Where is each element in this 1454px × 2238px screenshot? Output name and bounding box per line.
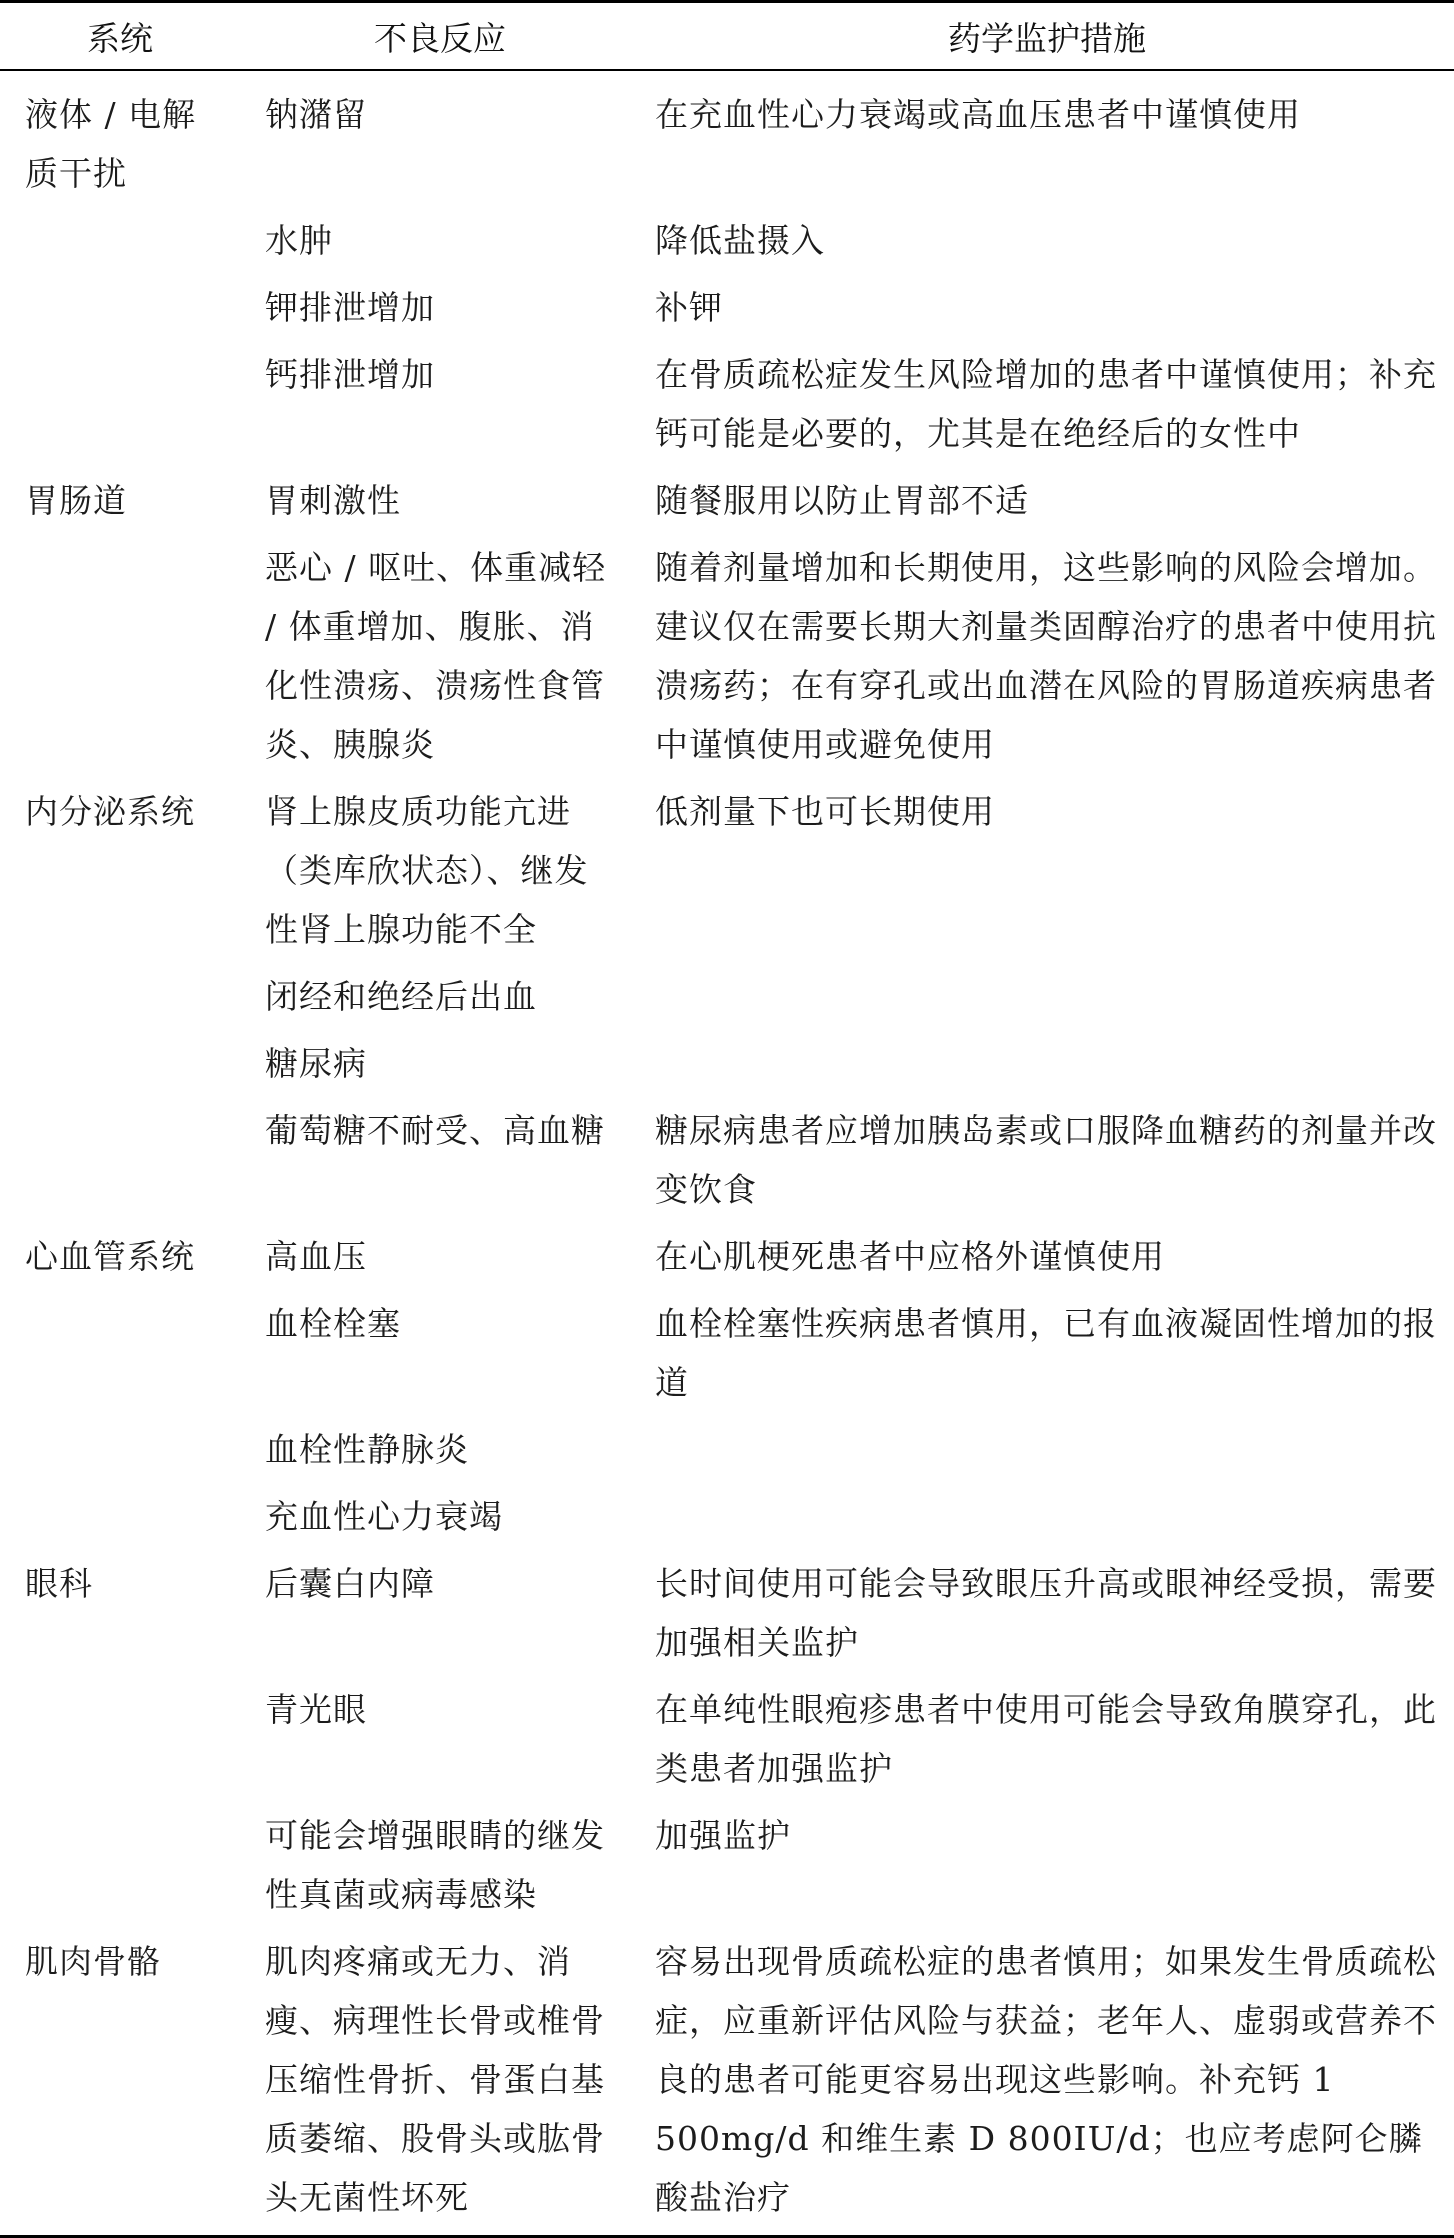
table-row: [0, 1416, 1454, 1483]
adverse-cell: 葡萄糖不耐受、高血糖: [265, 1111, 605, 1150]
monitoring-cell: 降低盐摄入: [655, 221, 825, 260]
monitoring-cell: [640, 1030, 1454, 1097]
monitoring-cell: 在充血性心力衰竭或高血压患者中谨慎使用: [655, 95, 1301, 134]
system-cell: [0, 1676, 240, 1802]
table-row: [0, 207, 1454, 274]
monitoring-cell: 在单纯性眼疱疹患者中使用可能会导致角膜穿孔，此类患者加强监护: [655, 1690, 1437, 1788]
adverse-cell: 肾上腺皮质功能亢进（类库欣状态）、继发性肾上腺功能不全: [265, 792, 589, 949]
table-row: [0, 1223, 1454, 1290]
monitoring-cell: 低剂量下也可长期使用: [655, 792, 995, 831]
table-row: [0, 1030, 1454, 1097]
monitoring-cell: 血栓栓塞性疾病患者慎用，已有血液凝固性增加的报道: [655, 1304, 1437, 1402]
adverse-cell: 钾排泄增加: [265, 288, 435, 327]
adverse-cell: 恶心 / 呕吐、体重减轻 / 体重增加、腹胀、消化性溃疡、溃疡性食管炎、胰腺炎: [265, 548, 607, 764]
system-cell: 胃肠道: [25, 481, 127, 520]
table-row: [0, 70, 1454, 207]
table-row: [0, 1550, 1454, 1676]
table-row: [0, 1290, 1454, 1416]
monitoring-cell: 随餐服用以防止胃部不适: [655, 481, 1029, 520]
header-adverse-reaction: 不良反应: [240, 2, 640, 71]
table-row: [0, 778, 1454, 963]
monitoring-cell: 加强监护: [655, 1816, 791, 1855]
adverse-cell: 糖尿病: [265, 1044, 367, 1083]
table-row: [0, 274, 1454, 341]
table-header-row: [0, 2, 1454, 71]
adverse-cell: 可能会增强眼睛的继发性真菌或病毒感染: [265, 1816, 605, 1914]
adverse-cell: 钠潴留: [265, 95, 367, 134]
system-cell: [0, 1030, 240, 1097]
table-row: [0, 341, 1454, 467]
table-row: [0, 1483, 1454, 1550]
system-cell: [0, 1483, 240, 1550]
monitoring-cell: 补钾: [655, 288, 723, 327]
monitoring-cell: [640, 1483, 1454, 1550]
table-row: [0, 1802, 1454, 1928]
table-row: [0, 1928, 1454, 2237]
table-row: [0, 467, 1454, 534]
system-cell: 眼科: [25, 1564, 93, 1603]
system-cell: [0, 1802, 240, 1928]
adverse-cell: 充血性心力衰竭: [265, 1497, 503, 1536]
system-cell: 液体 / 电解质干扰: [25, 95, 197, 193]
header-system: 系统: [0, 2, 240, 71]
system-cell: [0, 207, 240, 274]
monitoring-cell: [640, 963, 1454, 1030]
monitoring-cell: 糖尿病患者应增加胰岛素或口服降血糖药的剂量并改变饮食: [655, 1111, 1437, 1209]
monitoring-cell: 长时间使用可能会导致眼压升高或眼神经受损，需要加强相关监护: [655, 1564, 1437, 1662]
adverse-cell: 水肿: [265, 221, 333, 260]
monitoring-cell: 在骨质疏松症发生风险增加的患者中谨慎使用；补充钙可能是必要的，尤其是在绝经后的女性中: [655, 355, 1437, 453]
table-row: [0, 963, 1454, 1030]
adverse-cell: 血栓栓塞: [265, 1304, 401, 1343]
monitoring-cell: 在心肌梗死患者中应格外谨慎使用: [655, 1237, 1165, 1276]
system-cell: [0, 1097, 240, 1223]
adverse-cell: 后囊白内障: [265, 1564, 435, 1603]
system-cell: [0, 534, 240, 778]
header-pharmaceutical-monitoring: 药学监护措施: [640, 2, 1454, 71]
table-row: [0, 1097, 1454, 1223]
monitoring-cell: 容易出现骨质疏松症的患者慎用；如果发生骨质疏松症，应重新评估风险与获益；老年人、虚弱或营养不良的患者可能更容易出现这些影响。补充钙 1 500mg/d 和维生素 D 800IU/d；也应考虑阿仑膦酸盐治疗: [640, 1928, 1454, 2237]
system-cell: [0, 341, 240, 467]
table-row: [0, 1676, 1454, 1802]
adverse-cell: 肌肉疼痛或无力、消瘦、病理性长骨或椎骨压缩性骨折、骨蛋白基质萎缩、股骨头或肱骨头无菌性坏死: [240, 1928, 640, 2237]
system-cell: 内分泌系统: [25, 792, 195, 831]
adverse-cell: 胃刺激性: [265, 481, 401, 520]
monitoring-cell: [640, 1416, 1454, 1483]
system-cell: [0, 274, 240, 341]
adverse-cell: 钙排泄增加: [265, 355, 435, 394]
system-cell: [0, 1290, 240, 1416]
adverse-cell: 高血压: [265, 1237, 367, 1276]
system-cell: 心血管系统: [25, 1237, 195, 1276]
adverse-cell: 闭经和绝经后出血: [265, 977, 537, 1016]
system-cell: [0, 963, 240, 1030]
adverse-cell: 血栓性静脉炎: [265, 1430, 469, 1469]
system-cell: [0, 1416, 240, 1483]
system-cell: 肌肉骨骼: [0, 1928, 240, 2237]
monitoring-cell: 随着剂量增加和长期使用，这些影响的风险会增加。建议仅在需要长期大剂量类固醇治疗的患者中使用抗溃疡药；在有穿孔或出血潜在风险的胃肠道疾病患者中谨慎使用或避免使用: [655, 548, 1437, 764]
table-row: [0, 534, 1454, 778]
adverse-cell: 青光眼: [265, 1690, 367, 1729]
